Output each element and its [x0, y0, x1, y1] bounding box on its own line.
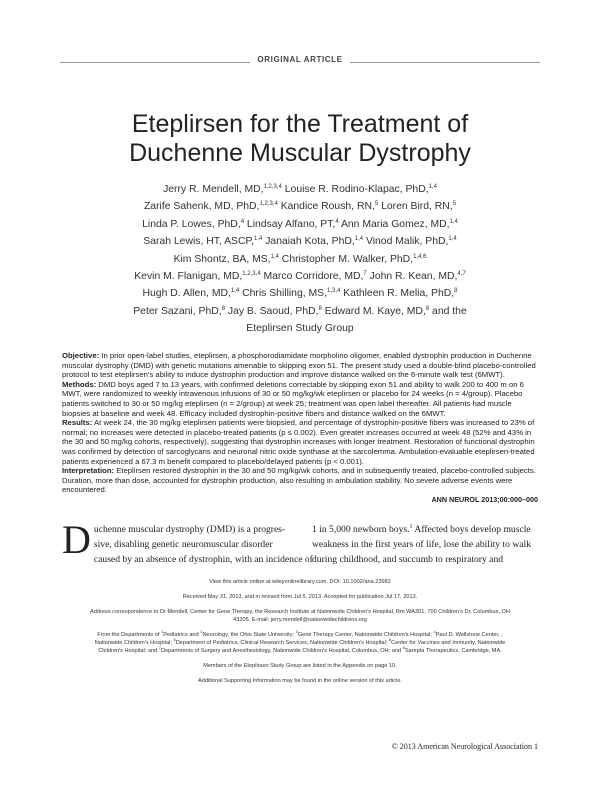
affiliation-ref: 8	[221, 305, 225, 312]
text-run: Linda P. Lowes, PhD,	[142, 218, 241, 230]
affiliation-ref: 1,4	[448, 236, 457, 243]
footnotes	[84, 578, 516, 692]
text-run: Edward M. Kaye, MD,	[321, 305, 426, 317]
title-line-2: Duchenne Muscular Dystrophy	[129, 139, 471, 167]
body-line: uchenne muscular dystrophy (DMD) is a progres-	[93, 524, 286, 535]
affiliation-ref: 8	[454, 288, 458, 295]
body-line	[312, 522, 530, 537]
text-run: Jay B. Saoud, PhD,	[224, 305, 319, 317]
affiliation-ref: 7	[363, 271, 367, 278]
text-run: Paul D. Wellstone Center, , Nationwide Children's Hospital;	[94, 632, 503, 646]
text-run: Louise R. Rodino-Klapac, PhD,	[281, 184, 429, 195]
text-run: Kandice Roush, RN,	[277, 201, 375, 213]
author-line	[60, 285, 540, 302]
text-run: Sarepta Therapeutics, Cambridge, MA.	[404, 648, 502, 654]
body-column-right	[312, 522, 530, 568]
text-run: Jerry R. Mendell, MD,	[163, 184, 264, 195]
text-run: Sarah Lewis, HT, ASCP,	[143, 236, 254, 248]
text-run: Department of Pediatrics, Clinical Research Services, Nationwide Children's Hospital;	[175, 640, 389, 646]
affiliation-ref: 1,4,6	[413, 253, 427, 260]
author-line	[60, 268, 540, 285]
body-text: 1 in 5,000 newborn boys.	[312, 524, 410, 535]
text-run: Eteplirsen Study Group	[246, 323, 354, 335]
results-label: Results:	[62, 418, 93, 428]
article-title	[40, 110, 560, 168]
correspondence-note: Address correspondence to Dr Mendell, Center for Gene Therapy, the Research Institute at Nationwide Children's Hospital, Rm WA301, 700 Children's Dr, Columbus, OH 43205. E-mail: jerry.mendell@nationwidechildrens.org	[90, 609, 510, 623]
interpretation-text: Eteplirsen restored dystrophin in the 30 and 50 mg/kg/wk cohorts, and in subsequently treated, placebo-controlled subjects. Duration, more than dose, accounted for dystrophin production, also resulting in ambulation stability. No severe adverse events were encountered.	[62, 466, 536, 495]
affiliation-ref: 1,2,3,4	[263, 184, 282, 190]
affiliation-ref: 4	[240, 218, 245, 225]
affiliation-ref: 5	[374, 201, 379, 208]
drop-cap: D	[62, 517, 91, 562]
text-run: John R. Kean, MD,	[366, 271, 458, 283]
abstract	[62, 351, 540, 495]
text-run: and the	[429, 305, 467, 317]
affiliation-ref: 8	[402, 645, 405, 650]
text-run: Center for Vaccines and Immunity, Nationwide Children's Hospital; and	[98, 640, 506, 654]
abstract-results	[62, 418, 540, 466]
text-run: Kevin M. Flanigan, MD,	[134, 271, 243, 283]
text-run: Neurology, the Ohio State University;	[202, 632, 296, 638]
abstract-objective	[62, 351, 540, 380]
body-line: caused by an absence of dystrophin, with an incidence of	[93, 554, 313, 566]
title-line-1: Eteplirsen for the Treatment of	[131, 110, 469, 138]
affiliation-ref: 1,4	[449, 218, 458, 225]
author-list	[60, 181, 540, 338]
supporting-info-note: Additional Supporting Information may be found in the online version of this article.	[198, 678, 402, 684]
text-run: Peter Sazani, PhD,	[133, 305, 222, 317]
affiliation-ref: 5	[173, 637, 176, 642]
body-line: during childhood, and succumb to respiratory and	[312, 554, 504, 566]
affiliation-ref: 1,4	[253, 236, 263, 243]
section-label: ORIGINAL ARTICLE	[257, 55, 343, 64]
citation-ref: 1	[409, 524, 413, 530]
text-run: Christopher M. Walker, PhD,	[278, 253, 414, 265]
affiliation-ref: 1,3,4	[327, 288, 341, 295]
text-run: Kathleen R. Melia, PhD,	[340, 288, 455, 300]
author-line	[60, 303, 540, 320]
study-group-note: Members of the Eteplirsen Study Group are listed in the Appendix on page 10.	[203, 663, 397, 669]
author-line	[60, 251, 540, 268]
text-run: Vinod Malik, PhD,	[363, 236, 449, 248]
objective-text: In prior open-label studies, eteplirsen, a phosphorodiamidate morpholino oligomer, enabled dystrophin production in Duchenne muscular dystrophy (DMD) with genetic mutations amenable to skipping exon 51. The present study used a double-blind placebo-controlled protocol to test eteplirsen's ability to induce dystrophin production and improve distance walked on the 6-minute walk test (6MWT).	[62, 351, 536, 380]
body-column-left	[62, 517, 313, 568]
page-footer: © 2013 American Neurological Association 1	[391, 742, 538, 751]
body-text: Affected boys develop muscle	[412, 524, 531, 535]
text-run: Gene Therapy Center, Nationwide Children's Hospital;	[297, 632, 434, 638]
objective-label: Objective:	[62, 351, 100, 360]
affiliation-ref: 1,2,3,4	[242, 271, 261, 278]
affiliation-ref: 1,4	[354, 236, 364, 243]
body-line: weakness in the first years of life, lose the ability to walk	[312, 539, 531, 551]
text-run: Kim Shontz, BA, MS,	[173, 253, 271, 265]
journal-reference: ANN NEUROL 2013;00:000–000	[431, 495, 538, 504]
affiliation-ref: 1,4	[428, 184, 437, 190]
text-run: Loren Bird, RN,	[378, 201, 453, 213]
author-line	[60, 198, 540, 215]
affiliation-ref: 1,4	[270, 253, 279, 260]
body-line: sive, disabling genetic neuromuscular disorder	[93, 539, 273, 551]
text-run: Ann Maria Gomez, MD,	[338, 218, 450, 230]
text-run: Zarife Sahenk, MD, PhD,	[143, 201, 260, 213]
affiliation-ref: 4,7	[457, 271, 466, 278]
text-run: Chris Shilling, MS,	[239, 288, 327, 300]
abstract-methods	[62, 380, 540, 418]
affiliation-ref: 8	[425, 305, 430, 312]
author-line	[60, 233, 540, 250]
header-rule-right	[350, 62, 540, 63]
affiliation-ref: 6	[388, 637, 392, 642]
affiliation-ref: 1,4	[230, 288, 240, 295]
online-note: View this article online at wileyonlinelibrary.com. DOI: 10.1002/ana.23982	[209, 579, 391, 585]
affiliation-ref: 1,2,3,4	[259, 201, 278, 208]
author-line	[60, 216, 540, 233]
text-run: Departments of Surgery and Anesthesiology, Nationwide Children's Hospital, Columbus, OH; and	[160, 648, 403, 654]
affiliation-ref: 5	[452, 201, 457, 208]
text-run: Marco Corridore, MD,	[260, 271, 364, 283]
text-run: Janaiah Kota, PhD,	[262, 236, 355, 248]
affiliation-ref: 1	[160, 629, 164, 634]
text-run: Hugh D. Allen, MD,	[142, 288, 231, 300]
affiliation-ref: 7	[158, 645, 161, 650]
methods-text: DMD boys aged 7 to 13 years, with confirmed deletions correctable by skipping exon 51 and ability to walk 200 to 400 m on 6 MWT, were randomized to weekly intravenous infusions of 30 or 50 mg/kg/wk eteplirsen or placebo for 24 weeks (n = 4/group). Placebo patients switched to 30 or 50 mg/kg eteplirsen (n = 2/group) at week 25; treatment was open label thereafter. All patients had muscle biopsies at baseline and week 48. Efficacy included dystrophin-positive fibers and distance walked on the 6MWT.	[62, 379, 524, 418]
text-run: Lindsay Alfano, PT,	[244, 218, 336, 230]
text-run: From the Departments of	[97, 632, 161, 638]
author-line	[60, 320, 540, 337]
author-line	[60, 181, 540, 198]
affiliation-ref: 8	[318, 305, 322, 312]
text-run: Pediatrics and	[163, 632, 201, 638]
affiliation-ref: 4	[433, 629, 436, 634]
results-text: At week 24, the 30 mg/kg eteplirsen patients were biopsied, and percentage of dystrophin-positive fibers was increased to 23% of normal; no increases were detected in placebo-treated patients (p ≤ 0.002). Even greater increases occurred at week 48 (52% and 43% in the 30 and 50 mg/kg cohorts, respectively), suggesting that dystrophin increases with longer treatment. Restoration of functional dystrophin was confirmed by detection of sarcoglycans and neuronal nitric oxide synthase at the sarcolemma. Ambulation-evaluable eteplirsen-treated patients experienced a 67.3 m benefit compared to placebo/delayed patients (p < 0.001).	[62, 418, 535, 466]
affiliation-ref: 4	[335, 218, 339, 225]
received-note: Received May 31, 2013, and in revised form Jul 5, 2013. Accepted for publication Jul 17, 2013.	[182, 594, 418, 600]
section-header	[60, 55, 540, 69]
abstract-interpretation	[62, 466, 540, 495]
methods-label: Methods:	[62, 379, 97, 389]
affiliation-ref: 2	[200, 629, 203, 634]
departments-note	[84, 631, 516, 655]
interpretation-label: Interpretation:	[62, 466, 115, 476]
affiliation-ref: 3	[295, 629, 298, 634]
